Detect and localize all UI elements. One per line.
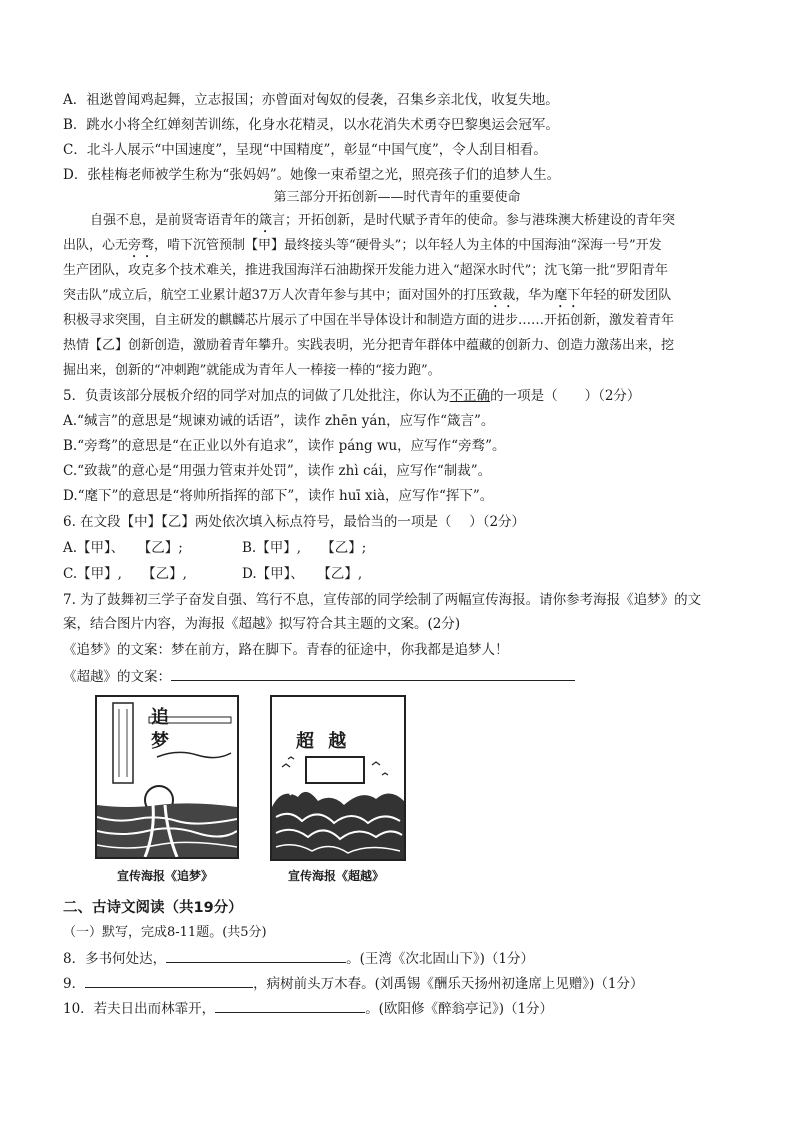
q7-answer-blank[interactable] [171,666,575,681]
section3-line-2: 出队，心无旁骛，啃下沉管预制【甲】最终接头等“硬骨头”；以年轻人为主体的中国海油“深海一号”开发 [63,238,662,253]
q9-line: 9． ，病树前头万木春。(刘禹锡《酬乐天扬州初逢席上见赠》)（1分） [63,973,643,994]
part2-subheading: （一）默写，完成8-11题。(共5分) [63,925,267,940]
q5-option-a: A.“缄言”的意思是“规谏劝诫的话语”，读作 zhēn yán，应写作“箴言”。 [63,413,495,429]
q4-option-d: D．张桂梅老师被学生称为“张妈妈”。她像一束希望之光，照亮孩子们的追梦人生。 [63,167,561,183]
q5-option-b: B.“旁骛”的意思是“在正业以外有追求”，读作 páng wu，应写作“旁骛”。 [63,438,506,454]
q4-option-b: B．跳水小将全红婵刻苦训练，化身水花精灵，以水花消失术勇夺巴黎奥运会冠军。 [63,117,559,133]
q6-option-c: C.【甲】, 【乙】, [63,566,187,582]
section3-line-1: 自强不息，是前贤寄语青年的箴言；开拓创新，是时代赋予青年的使命。参与港珠澳大桥建设的青年突 [90,213,676,228]
part2-heading: 二、古诗文阅读（共19分） [63,900,243,916]
poster-surpass [270,695,406,861]
section3-line-4: 突击队”成立后，航空工业累计超37万人次青年参与其中；面对国外的打压致裁，华为麾下年轻的研发团队 [63,288,672,303]
q5-stem: 5．负责该部分展板介绍的同学对加点的词做了几处批注，你认为不正确的一项是（ ）（2分） [63,388,641,404]
q7-line-2: 案，结合图片内容，为海报《超越》拟写符合其主题的文案。(2分) [63,616,461,632]
q6-option-d: D.【甲】、 【乙】, [242,566,363,582]
poster-chasing-dream-title-a: 追 [151,707,169,728]
q10-line: 10．若夫日出而林霏开， 。(欧阳修《醉翁亭记》)（1分） [63,998,553,1019]
poster-surpass-art [272,697,404,859]
poster-caption-1: 宣传海报《追梦》 [116,869,213,883]
section3-line-7: 掘出来，创新的“冲刺跑”就能成为青年人一棒接一棒的“接力跑”。 [63,363,441,378]
section3-title: 第三部分开拓创新——时代青年的重要使命 [273,190,521,205]
q8-line: 8．多书何处达， 。(王湾《次北固山下》)（1分） [63,948,534,969]
dotted-word-1: 箴 [259,213,273,228]
poster-chasing-dream-title-b: 梦 [151,731,169,752]
dotted-word-4: 麾下 [554,288,581,303]
q10-blank[interactable] [215,998,365,1013]
poster-caption-2: 宣传海报《超越》 [287,869,384,883]
q9-blank[interactable] [85,973,253,988]
q7-answer-line: 《超越》的文案： [63,666,575,687]
q8-blank[interactable] [166,948,346,963]
q5-option-c: C.“致裁”的意心是“用强力管束并处罚”，读作 zhì cái，应写作“制裁”。 [63,463,492,479]
section3-line-3: 生产团队，攻克多个技术难关，推进我国海洋石油勘探开发能力进入“超深水时代”；沈飞第一批“罗阳青年 [63,263,668,278]
section3-line-5: 积极寻求突围，自主研发的麒麟芯片展示了中国在半导体设计和制造方面的进步……开拓创新，激发着青年 [63,313,675,328]
q4-option-a: A．祖逖曾闻鸡起舞，立志报国；亦曾面对匈奴的侵袭，召集乡亲北伐，收复失地。 [63,92,559,108]
q7-line-1: 7. 为了鼓舞初三学子奋发自强、笃行不息，宣传部的同学绘制了两幅宣传海报。请你参考海报《追梦》的文 [63,592,702,608]
q6-stem: 6. 在文段【中】【乙】两处依次填入标点符号，最恰当的一项是（ ）（2分） [63,514,526,530]
poster-surpass-title: 超 越 [296,731,351,752]
q7-reference: 《追梦》的文案：梦在前方，路在脚下。青春的征途中，你我都是追梦人！ [63,642,509,658]
q5-option-d: D.“麾下”的意思是“将帅所指挥的部下”，读作 huī xià，应写作“挥下”。 [63,488,494,504]
dotted-word-3: 致裁 [489,288,516,303]
q6-option-b: B.【甲】, 【乙】; [242,540,367,556]
section3-line-6: 热情【乙】创新创造，激励着青年攀升。实践表明，光分把青年群体中蕴藏的创新力、创造力激荡出来，挖 [63,338,675,353]
q6-option-a: A.【甲】、 【乙】; [63,540,183,556]
poster-chasing-dream [95,695,239,859]
q4-option-c: C．北斗人展示“中国速度”，呈现“中国精度”，彰显“中国气度”，令人刮目相看。 [63,142,547,158]
dotted-word-2: 旁骛 [128,238,155,253]
